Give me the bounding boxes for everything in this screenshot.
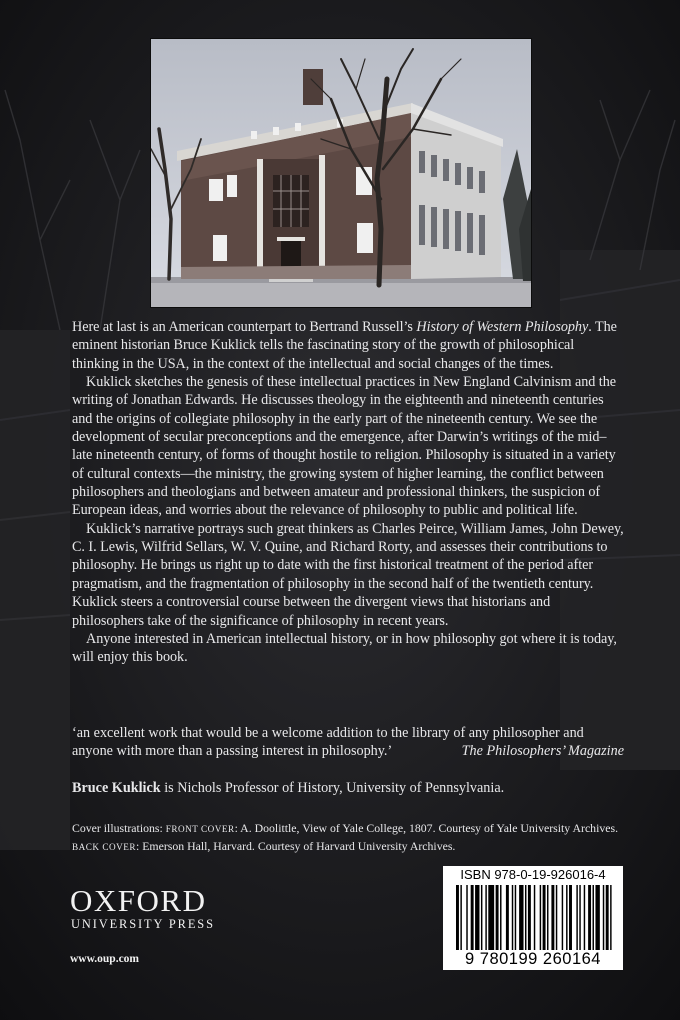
barcode-bar [566, 885, 567, 950]
barcode-bar [460, 885, 461, 950]
barcode-bar [595, 885, 599, 950]
isbn-label: ISBN 978-0-19-926016-4 [460, 867, 606, 882]
publisher-subtitle: UNIVERSITY PRESS [71, 917, 215, 931]
barcode-bar [456, 885, 459, 950]
blurb-paragraph: Here at last is an American counterpart to Bertrand Russell’s History of Western Philosophy. The eminent historian Bruce Kuklick tells the fascinating story of the growth of philosophical thinking in the USA, in the context of the intellectual and social changes of the times. [72, 319, 617, 372]
barcode-bar [576, 885, 577, 950]
author-name: Bruce Kuklick [72, 780, 161, 796]
barcode-bar [488, 885, 494, 950]
blurb-paragraph: Kuklick’s narrative portrays such great thinkers as Charles Peirce, William James, John Dewey, C. I. Lewis, Wilfrid Sellars, W. V. Quine, and Richard Rorty, and assesses their contributions to philosophy. He brings us right up to date with the first historical treatment of the period after pragmatism, and the fragmentation of philosophy in the second half of the twentieth century. Kuklick steers a controversial course between the divergent views that historians and philosophers take of the significance of philosophy in recent years. [72, 520, 624, 629]
barcode-bar [556, 885, 557, 950]
barcode-bar [500, 885, 501, 950]
cover-photo [150, 38, 532, 308]
publisher-logo: OXFORD [70, 883, 207, 918]
barcode-bar [584, 885, 585, 950]
barcode-bar [515, 885, 516, 950]
review-quote [72, 724, 624, 761]
barcode-bar [519, 885, 523, 950]
barcode-bars [456, 885, 616, 950]
blurb [72, 318, 624, 667]
blurb-paragraph: Kuklick sketches the genesis of these intellectual practices in New England Calvinism and the writing of Jonathan Edwards. He discusses theology in the eighteenth and nineteenth centuries and the origins of collegiate philosophy in the early part of the nineteenth century. We see the development of secular preconceptions and the emergence, after Darwin’s writings of the mid–late nineteenth century, of forms of thought hostile to religion. Philosophy is situated in a variety of cultural contexts—the ministry, the growing system of higher learning, the conflict between philosophers and theologians and between amateur and professional thinkers, the suspicion of European ideas, and worries about the relevance of philosophy to public and political life. [72, 374, 616, 519]
ean-digits: 9 780199 260164 [465, 950, 601, 968]
barcode-bar [562, 885, 563, 950]
barcode-bar [485, 885, 486, 950]
barcode-bar [534, 885, 535, 950]
barcode-bar [551, 885, 554, 950]
barcode-bar [525, 885, 526, 950]
barcode-bar [466, 885, 467, 950]
barcode-bar [512, 885, 513, 950]
blurb-paragraph: Anyone interested in American intellectual history, or in how philosophy got where it is today, will enjoy this book. [72, 630, 617, 666]
barcode-bar [606, 885, 609, 950]
barcode-bar [610, 885, 611, 950]
cover-credits: Cover illustrations: FRONT COVER: A. Doolittle, View of Yale College, 1807. Courtesy of Yale University Archives. BACK COVER: Emerson Hall, Harvard. Courtesy of Harvard University Archives. [72, 821, 619, 853]
book-title-reference: History of Western Philosophy [416, 319, 589, 335]
barcode-bar [475, 885, 479, 950]
quote-source: The Philosophers’ Magazine [461, 743, 624, 760]
barcode-bar [569, 885, 572, 950]
barcode-bar [543, 885, 546, 950]
barcode-bar [603, 885, 604, 950]
barcode-bar [540, 885, 541, 950]
barcode-bar [547, 885, 548, 950]
publisher-url: www.oup.com [70, 953, 140, 965]
barcode-bar [471, 885, 474, 950]
barcode [443, 866, 623, 970]
barcode-bar [481, 885, 482, 950]
author-bio: Bruce Kuklick is Nichols Professor of History, University of Pennsylvania. [72, 780, 505, 796]
barcode-bar [588, 885, 591, 950]
barcode-bar [496, 885, 499, 950]
barcode-bar [506, 885, 509, 950]
quote-text: ‘an excellent work that would be a welcome addition to the library of any philosopher and anyone with more than a passing interest in philosophy.’ [72, 725, 584, 760]
barcode-bar [593, 885, 594, 950]
barcode-bar [528, 885, 531, 950]
barcode-bar [579, 885, 580, 950]
